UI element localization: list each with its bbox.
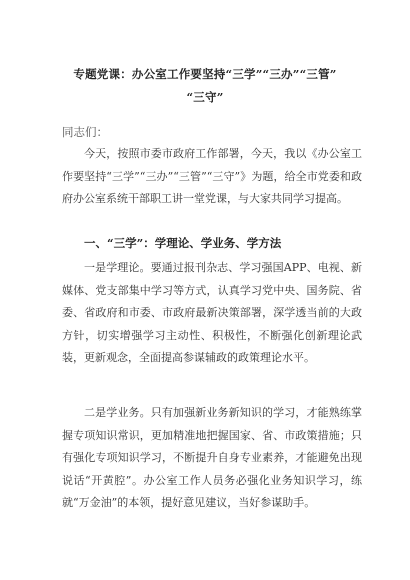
section-heading: 一、“三学”：学理论、学业务、学方法 xyxy=(84,236,282,250)
document-title-line2: “三守” xyxy=(186,90,224,104)
document-title-line1: 专题党课：办公室工作要坚持“三学”“三办”“三管” xyxy=(73,67,337,81)
study-business-paragraph: 二是学业务。只有加强新业务新知识的学习，才能熟练掌握专项知识常识，更加精准地把握国家、省、市政策措施；只有强化专项知识学习，不断提升自身专业素养，才能避免出现说话“开黄腔”。办公室工作人员务必强化业务知识学习，练就“万金油”的本领，提好意见建议，当好参谋助手。 xyxy=(62,406,362,509)
intro-paragraph: 今天，按照市委市政府工作部署，今天，我以《办公室工作要坚持“三学”“三办”“三管”“三守”》为题，给全市党委和政府办公室系统干部职工讲一堂党课，与大家共同学习提高。 xyxy=(62,147,362,206)
greeting: 同志们： xyxy=(62,125,108,139)
study-theory-paragraph: 一是学理论。要通过报刊杂志、学习强国APP、电视、新媒体、党支部集中学习等方式，认真学习党中央、国务院、省委、省政府和市委、市政府最新决策部署，深学透当前的大政方针，切实增强学习主动性、积极性，不断强化创新理论武装，更新观念，全面提高参谋辅政的政策理论水平。 xyxy=(62,261,362,364)
